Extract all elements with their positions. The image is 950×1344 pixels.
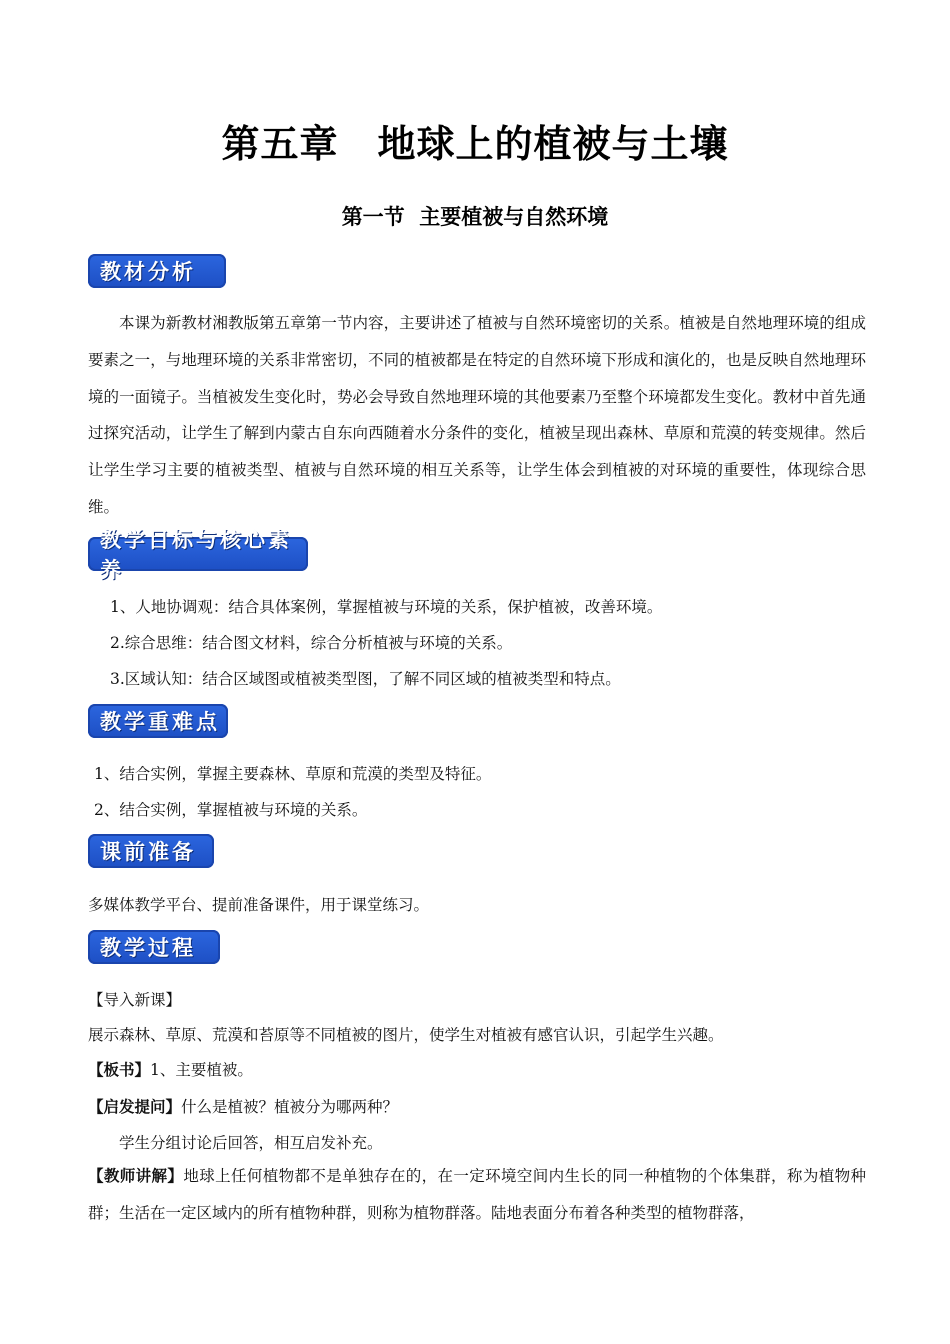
badge-materials-analysis: 教材分析 <box>88 254 226 288</box>
question-line <box>88 1097 398 1117</box>
key-point-item: 2、结合实例，掌握植被与环境的关系。 <box>94 801 368 819</box>
chapter-title: 第五章 地球上的植被与土壤 <box>221 122 729 166</box>
teacher-explanation <box>88 1158 866 1232</box>
materials-analysis-section <box>88 305 866 526</box>
section-title: 第一节 主要植被与自然环境 <box>341 205 609 229</box>
question-label: 【启发提问】 <box>88 1097 182 1116</box>
board-line <box>88 1060 253 1080</box>
board-label: 【板书】 <box>88 1060 151 1079</box>
intro-text: 展示森林、草原、荒漠和苔原等不同植被的图片，使学生对植被有感官认识，引起学生兴趣。 <box>88 1026 724 1044</box>
badge-teaching-process: 教学过程 <box>88 930 220 964</box>
objective-item: 2.综合思维：结合图文材料，综合分析植被与环境的关系。 <box>110 634 513 652</box>
badge-objectives: 教学目标与核心素养 <box>88 537 308 571</box>
key-point-item: 1、结合实例，掌握主要森林、草原和荒漠的类型及特征。 <box>94 765 492 783</box>
badge-preparation: 课前准备 <box>88 834 214 868</box>
objective-item: 1、人地协调观：结合具体案例，掌握植被与环境的关系，保护植被，改善环境。 <box>110 598 663 616</box>
materials-paragraph: 本课为新教材湘教版第五章第一节内容，主要讲述了植被与自然环境密切的关系。植被是自然地理环境的组成要素之一，与地理环境的关系非常密切，不同的植被都是在特定的自然环境下形成和演化的，也是反映自然地理环境的一面镜子。当植被发生变化时，势必会导致自然地理环境的其他要素乃至整个环境都发生变化。教材中首先通过探究活动，让学生了解到内蒙古自东向西随着水分条件的变化，植被呈现出森林、草原和荒漠的转变规律。然后让学生学习主要的植被类型、植被与自然环境的相互关系等，让学生体会到植被的对环境的重要性，体现综合思维。 <box>88 314 866 516</box>
preparation-text: 多媒体教学平台、提前准备课件，用于课堂练习。 <box>88 896 430 914</box>
board-text: 1、主要植被。 <box>150 1061 253 1079</box>
intro-heading: 【导入新课】 <box>88 991 182 1009</box>
question-text: 什么是植被？植被分为哪两种？ <box>181 1098 399 1116</box>
objective-item: 3.区域认知：结合区域图或植被类型图，了解不同区域的植被类型和特点。 <box>110 670 621 688</box>
discussion-text: 学生分组讨论后回答，相互启发补充。 <box>119 1134 383 1152</box>
explain-text: 地球上任何植物都不是单独存在的，在一定环境空间内生长的同一种植物的个体集群，称为植物种群；生活在一定区域内的所有植物种群，则称为植物群落。陆地表面分布着各种类型的植物群落， <box>88 1167 866 1222</box>
badge-key-points: 教学重难点 <box>88 704 228 738</box>
explain-label: 【教师讲解】 <box>88 1166 184 1185</box>
